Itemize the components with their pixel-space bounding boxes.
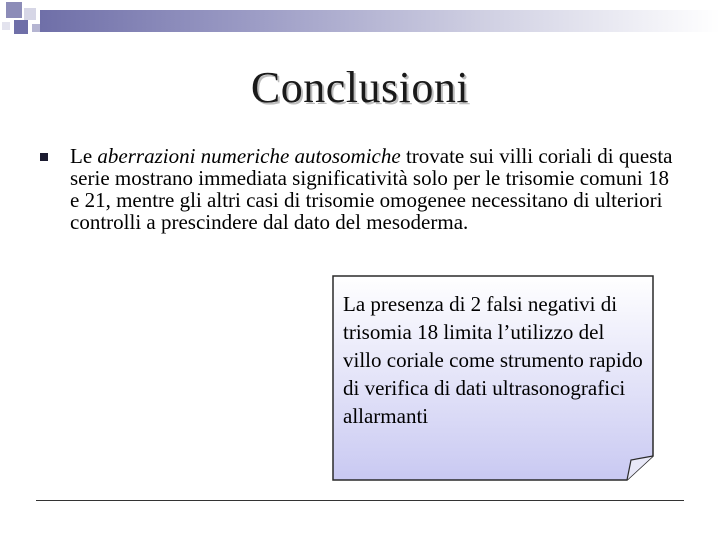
header-gradient-bar [40,10,720,32]
square-bullet-icon [40,153,48,161]
bullet-rest: trovate sui villi coriali di questa serie mostrano immediata significatività solo per le trisomie comuni 18 e 21, mentre gli altri casi di trisomie omogenee necessitano di ulteriori controlli a prescindere dal dato del mesoderma. [70,144,673,234]
callout-note [331,274,655,482]
decor-square-3 [14,20,28,34]
bullet-emphasis: aberrazioni numeriche autosomiche [97,144,401,168]
bullet-item [40,145,690,233]
decor-square-1 [6,2,22,18]
decor-square-5 [2,22,10,30]
bullet-text [70,145,680,233]
footer-divider [36,500,684,501]
note-text: La presenza di 2 falsi negativi di trisomia 18 limita l’utilizzo del villo coriale come strumento rapido di verifica di dati ultrasonografici allarmanti [343,292,643,428]
slide-title: Conclusioni [250,63,470,112]
decorative-header-band [0,0,720,40]
decor-square-2 [24,8,36,20]
bullet-prefix: Le [70,144,98,168]
decor-square-4 [32,24,40,32]
